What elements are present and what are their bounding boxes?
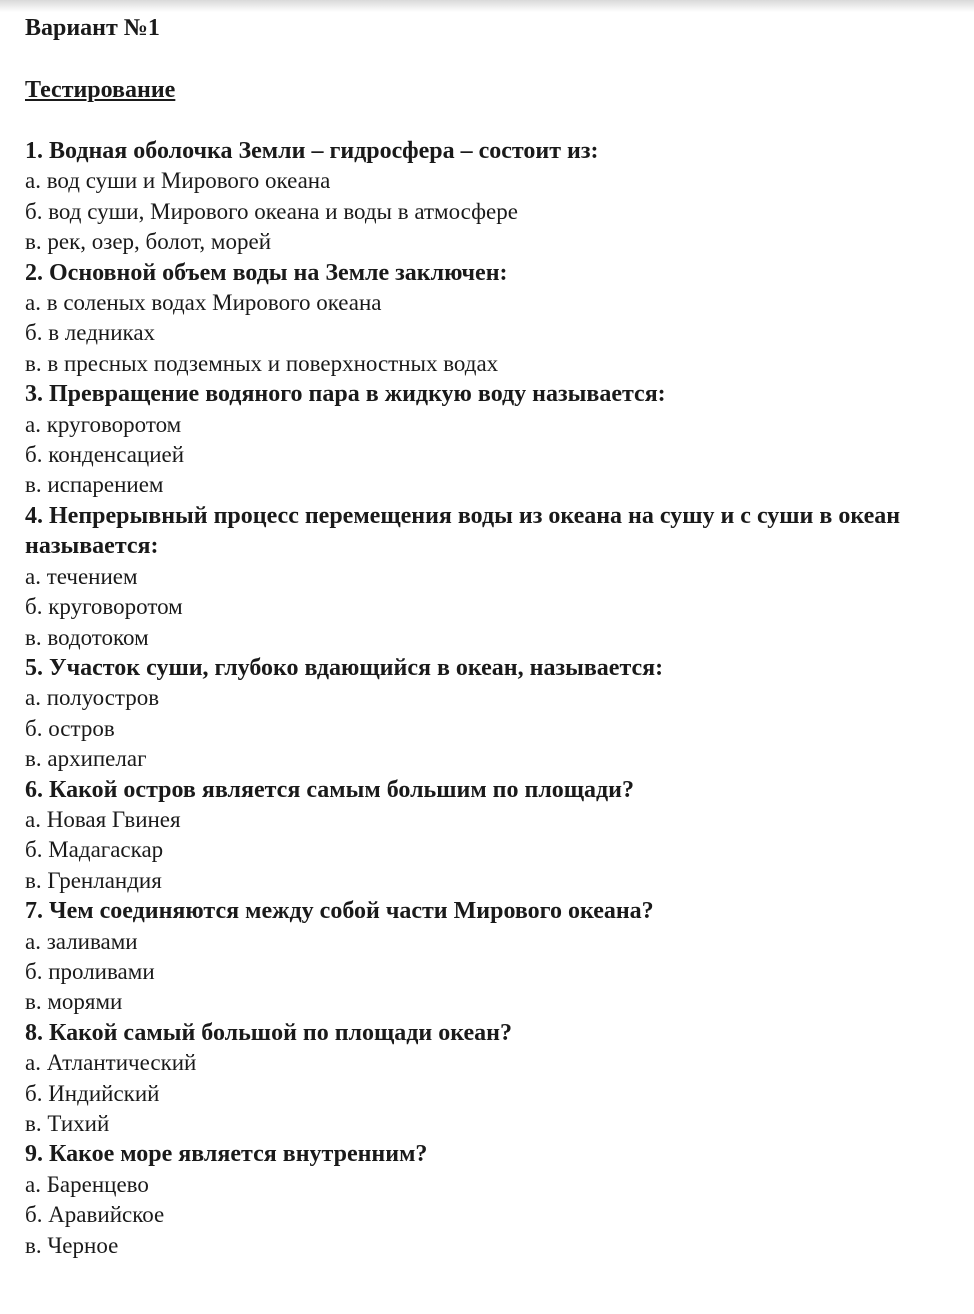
question-text: 2. Основной объем воды на Земле заключен: — [25, 259, 508, 286]
answer-option: в. морями — [25, 989, 123, 1015]
answer-option: б. вод суши, Мирового океана и воды в атмосфере — [25, 198, 518, 224]
question-text: 1. Водная оболочка Земли – гидросфера – состоит из: — [25, 138, 599, 164]
answer-option: б. Аравийское — [25, 1202, 165, 1228]
answer-option: б. проливами — [25, 958, 155, 984]
answer-option: б. Мадагаскар — [25, 837, 164, 863]
question-text: 3. Превращение водяного пара в жидкую воду называется: — [25, 381, 666, 408]
answer-option: а. вод суши и Мирового океана — [25, 168, 331, 194]
answer-option: а. Баренцево — [25, 1171, 149, 1197]
question-text: 4. Непрерывный процесс перемещения воды из океана на сушу и с суши в океан называется: — [25, 502, 901, 560]
answer-option: в. рек, озер, болот, морей — [25, 229, 272, 255]
question-block — [25, 653, 960, 775]
answer-option: а. полуостров — [25, 685, 160, 711]
question-block — [25, 896, 960, 1018]
answer-option: б. Индийский — [25, 1080, 160, 1106]
top-shadow — [0, 0, 974, 12]
question-block — [25, 136, 960, 258]
document-page — [25, 12, 960, 1261]
answer-option: а. круговоротом — [25, 411, 182, 437]
answer-option: б. круговоротом — [25, 594, 183, 620]
answer-option: б. остров — [25, 715, 115, 741]
question-text: 8. Какой самый большой по площади океан? — [25, 1019, 512, 1046]
question-block — [25, 258, 960, 380]
answer-option: в. Черное — [25, 1232, 119, 1258]
answer-option: в. водотоком — [25, 624, 149, 650]
answer-option: в. испарением — [25, 472, 164, 498]
answer-option: в. Тихий — [25, 1111, 110, 1136]
question-text: 5. Участок суши, глубоко вдающийся в океан, называется: — [25, 654, 664, 681]
question-text: 7. Чем соединяются между собой части Мирового океана? — [25, 898, 654, 925]
answer-option: в. архипелаг — [25, 746, 147, 772]
answer-option: б. конденсацией — [25, 442, 185, 468]
answer-option: а. Новая Гвинея — [25, 806, 181, 832]
answer-option: в. Гренландия — [25, 867, 162, 893]
section-heading: Тестирование — [25, 77, 176, 103]
question-block — [25, 1018, 960, 1140]
question-block — [25, 1139, 960, 1261]
answer-option: а. Атлантический — [25, 1050, 197, 1076]
answer-option: а. заливами — [25, 928, 138, 954]
answer-option: в. в пресных подземных и поверхностных водах — [25, 350, 499, 376]
question-block — [25, 775, 960, 897]
question-list — [25, 136, 960, 1261]
question-text: 9. Какое море является внутренним? — [25, 1141, 428, 1168]
answer-option: а. течением — [25, 563, 138, 589]
answer-option: б. в ледниках — [25, 320, 156, 346]
answer-option: а. в соленых водах Мирового океана — [25, 290, 382, 316]
question-block — [25, 379, 960, 501]
variant-title: Вариант №1 — [25, 15, 160, 41]
question-block — [25, 501, 960, 653]
question-text: 6. Какой остров является самым большим по площади? — [25, 776, 635, 803]
